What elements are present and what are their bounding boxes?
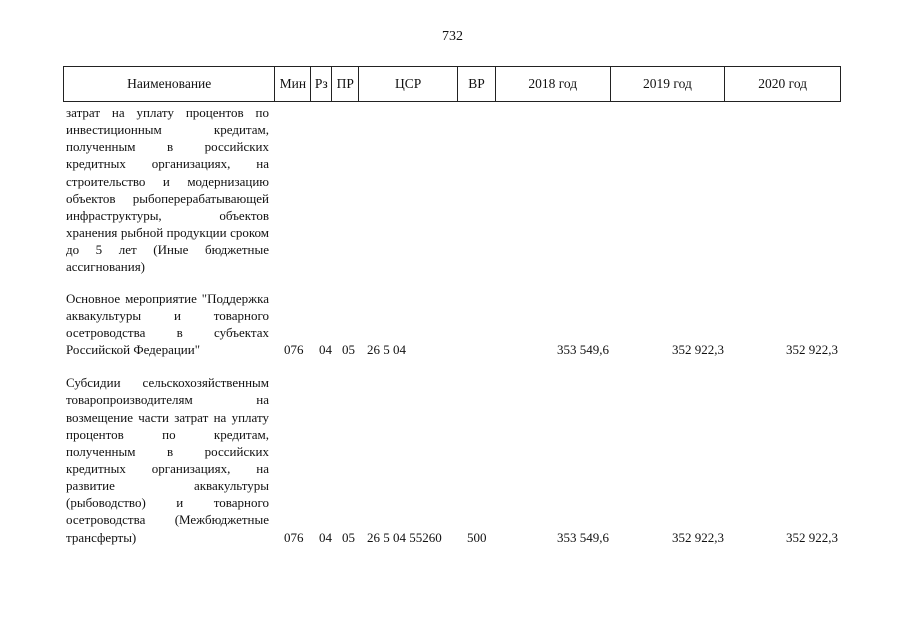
page-number: 732 [442, 29, 463, 44]
cell-min: 076 [284, 529, 304, 545]
cell-min: 076 [284, 342, 304, 358]
cell-2020: 352 922,3 [786, 342, 838, 358]
table-row [63, 104, 841, 276]
header-2020: 2020 год [758, 76, 808, 92]
header-2019: 2019 год [611, 67, 726, 101]
row-values [63, 528, 841, 546]
header-name: Наименование [64, 67, 275, 101]
table-header [63, 66, 841, 102]
cell-pr: 05 [342, 529, 355, 545]
table-row [63, 374, 841, 546]
header-vr: ВР [458, 67, 496, 101]
header-pr: ПР [332, 67, 359, 101]
cell-rz: 04 [319, 529, 332, 545]
header-rz: Рз [311, 67, 332, 101]
cell-rz: 04 [319, 342, 332, 358]
cell-2019: 352 922,3 [672, 529, 724, 545]
table-body [63, 104, 841, 546]
cell-csr: 26 5 04 [367, 342, 406, 358]
cell-pr: 05 [342, 342, 355, 358]
row-name: Основное мероприятие "Поддержка аквакультуры и товарного осетроводства в субъектах Российской Федерации" [66, 290, 269, 358]
header-2018: 2018 год [496, 67, 611, 101]
row-values [63, 340, 841, 358]
cell-2018: 353 549,6 [557, 342, 609, 358]
header-csr: ЦСР [359, 67, 458, 101]
cell-csr: 26 5 04 55260 [367, 529, 442, 545]
row-name: затрат на уплату процентов по инвестиционным кредитам, полученным в российских кредитных организациях, на строительство и модернизацию объектов рыбоперерабатывающей инфраструктуры, объектов хранения рыбной продукции сроком до 5 лет (Иные бюджетные ассигнования) [66, 105, 269, 275]
header-min: Мин [275, 67, 311, 101]
cell-vr: 500 [467, 529, 487, 545]
cell-2018: 353 549,6 [557, 529, 609, 545]
table-row [63, 290, 841, 359]
cell-2019: 352 922,3 [672, 342, 724, 358]
cell-2020: 352 922,3 [786, 529, 838, 545]
row-name: Субсидии сельскохозяйственным товаропроизводителям на возмещение части затрат на уплату процентов по кредитам, полученным в российских кредитных организациях, на развитие аквакультуры (рыбоводство) и товарного осетроводства (Межбюджетные трансферты) [66, 375, 269, 545]
